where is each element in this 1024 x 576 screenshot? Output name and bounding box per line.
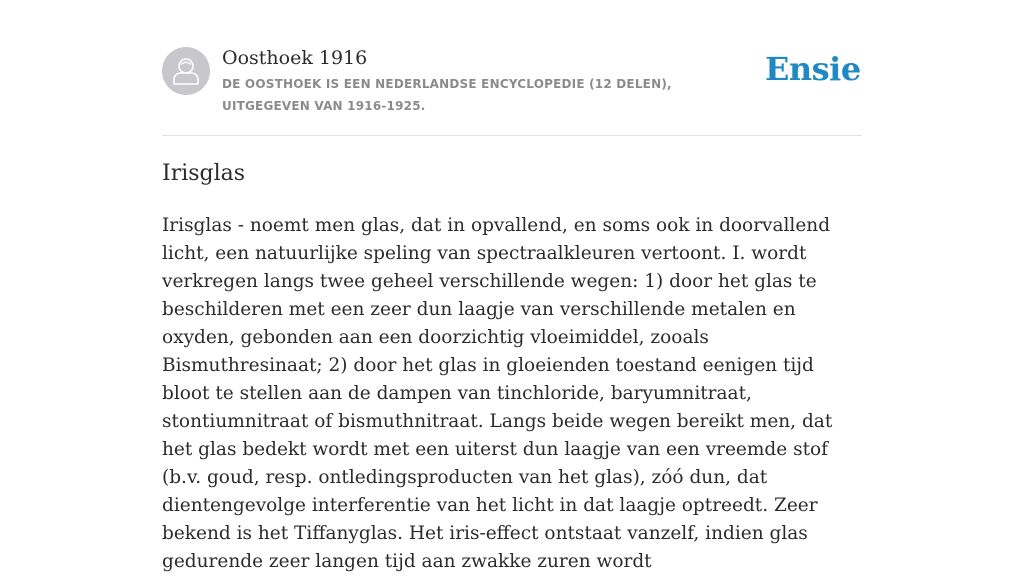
source-avatar[interactable] xyxy=(162,47,210,95)
article-title: Irisglas xyxy=(162,161,246,186)
source-header xyxy=(162,44,862,136)
source-info xyxy=(222,44,757,117)
source-title[interactable]: Oosthoek 1916 xyxy=(222,47,368,69)
ensie-logo[interactable]: Ensie xyxy=(765,50,861,88)
header-divider xyxy=(162,135,862,136)
article-body: Irisglas - noemt men glas, dat in opvallend, en soms ook in doorvallend licht, een natuurlijke speling van spectraalkleuren vertoont. I. wordt verkregen langs twee geheel verschillende wegen: 1) door het glas te beschilderen met een zeer dun laagje van verschillende metalen en oxyden, gebonden aan een doorzichtig vloeimiddel, zooals Bismuthresinaat; 2) door het glas in gloeienden toestand eenigen tijd bloot te stellen aan de dampen van tinchloride, baryumnitraat, stontiumnitraat of bismuthnitraat. Langs beide wegen bereikt men, dat het glas bedekt wordt met een uiterst dun laagje van een vreemde stof (b.v. goud, resp. ontledingsproducten van het glas), zóó dun, dat dientengevolge interferentie van het licht in dat laagje optreedt. Zeer bekend is het Tiffanyglas. Het iris-effect ontstaat vanzelf, indien glas gedurende zeer langen tijd aan zwakke zuren wordt xyxy=(162,215,833,572)
source-description: DE OOSTHOEK IS EEN NEDERLANDSE ENCYCLOPEDIE (12 DELEN), UITGEGEVEN VAN 1916-1925. xyxy=(222,77,672,113)
user-icon xyxy=(162,47,210,95)
